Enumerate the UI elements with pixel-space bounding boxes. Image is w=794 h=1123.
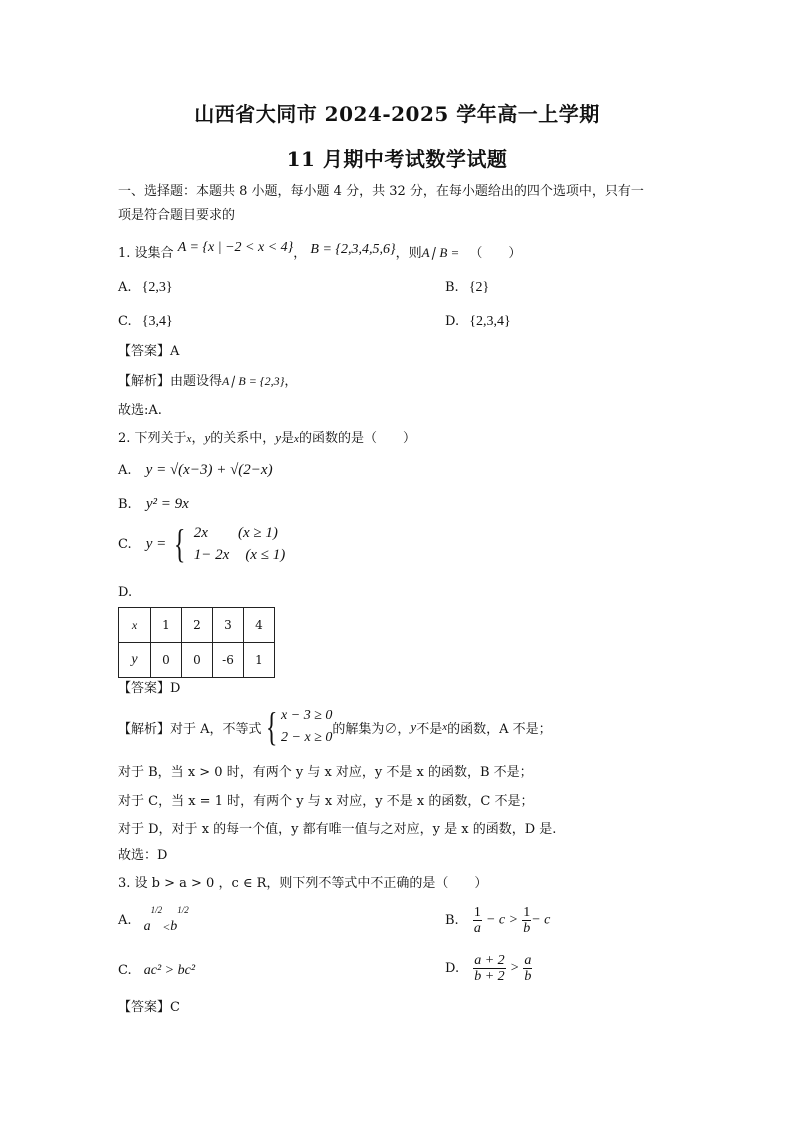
- option-value: {2,3,4}: [469, 314, 511, 329]
- q2-stem-mid2: 是: [281, 431, 295, 446]
- analysis-text: 由题设得: [170, 374, 223, 389]
- analysis-a4: 的函数，A 不是；: [447, 721, 552, 737]
- q2-option-d: D.: [118, 585, 133, 600]
- option-label: C.: [118, 536, 132, 552]
- inequality-1: x − 3 ≥ 0: [281, 708, 333, 723]
- exponent-a: 1/2: [150, 905, 163, 915]
- q2-answer: 【答案】D: [118, 681, 181, 696]
- table-row: [119, 608, 275, 643]
- option-label: D.: [445, 314, 460, 329]
- question-3-stem: 3. 设 b > a > 0 ，c ∈ R，则下列不等式中不正确的是（ ）: [118, 876, 488, 891]
- fraction: [473, 953, 505, 984]
- table-cell: 0: [182, 643, 213, 678]
- section-heading: 一、选择题：本题共 8 小题，每小题 4 分，共 32 分，在每小题给出的四个选项中，只有一: [118, 184, 644, 199]
- q3-option-a: [118, 905, 189, 935]
- fraction: [523, 953, 532, 984]
- table-cell: 4: [244, 608, 275, 643]
- q2-conclusion: 故选：D: [118, 848, 168, 863]
- q1-option-c: [118, 312, 173, 332]
- q1-answer: 【答案】A: [118, 344, 180, 359]
- analysis-a1: 对于 A，不等式: [170, 721, 262, 737]
- q2-x2: x: [294, 433, 299, 445]
- numerator: a: [524, 953, 532, 968]
- q2-stem-mid: 的关系中，: [210, 431, 276, 446]
- analysis-expr: A∣ B = {2,3}: [222, 374, 285, 388]
- q1-expr: A∣ B =: [421, 245, 460, 260]
- base-a: a: [143, 919, 151, 934]
- inequality-2: 2 − x ≥ 0: [281, 730, 333, 745]
- fraction: [522, 905, 531, 936]
- base-b: b: [170, 919, 178, 934]
- analysis-x: x: [442, 721, 448, 733]
- q1-option-a: [118, 278, 173, 298]
- numerator: 1: [523, 905, 531, 920]
- table-cell: x: [119, 608, 151, 643]
- q2-option-b: [118, 494, 189, 515]
- denominator: b + 2: [474, 969, 505, 984]
- option-label: C.: [118, 314, 132, 329]
- table-row: [119, 643, 275, 678]
- section-heading-cont: 项是符合题目要求的: [118, 208, 236, 223]
- q2-analysis-d: 对于 D，对于 x 的每一个值，y 都有唯一值与之对应，y 是 x 的函数，D 是.: [118, 822, 557, 837]
- table-cell: 0: [151, 643, 182, 678]
- q2-y2: y: [275, 430, 282, 445]
- analysis-label: 【解析】: [118, 374, 171, 389]
- option-label: B.: [445, 280, 459, 295]
- piecewise-y: y =: [145, 535, 167, 552]
- inequality-system: [281, 705, 332, 749]
- q3-option-c: [118, 961, 195, 981]
- table-cell: 1: [244, 643, 275, 678]
- option-label: D.: [445, 961, 460, 976]
- denominator: b: [523, 921, 531, 936]
- option-label: C.: [118, 963, 132, 978]
- question-1-stem: [118, 240, 522, 264]
- q2-stem-end: 的函数的是（ ）: [298, 431, 416, 446]
- left-brace-icon: {: [174, 521, 186, 566]
- exam-title-line1: 山西省大同市 2024-2025 学年高一上学期: [194, 102, 600, 126]
- q1-paren: （ ）: [469, 246, 522, 261]
- left-brace-icon: {: [265, 704, 278, 749]
- q1-then: ，则: [395, 246, 422, 261]
- table-cell: y: [119, 643, 151, 678]
- q1-set-a: A = {x | −2 < x < 4}: [177, 240, 294, 255]
- table-cell: -6: [213, 643, 244, 678]
- relation: <: [162, 919, 171, 934]
- exponent-b: 1/2: [177, 905, 189, 915]
- option-value: {2,3}: [141, 280, 173, 295]
- expr-mid: − c >: [485, 912, 519, 928]
- option-label: B.: [445, 913, 459, 928]
- numerator: 1: [473, 905, 481, 920]
- analysis-y: y: [410, 719, 417, 734]
- q1-option-b: [445, 278, 489, 298]
- q3-option-d: [445, 953, 532, 984]
- piece-2-cond: (x ≤ 1): [245, 547, 286, 563]
- option-value: y = √(x−3) + √(2−x): [145, 462, 273, 478]
- q1-option-d: [445, 312, 511, 332]
- q2-option-c: [118, 522, 285, 566]
- option-label: B.: [118, 497, 132, 512]
- denominator: a: [473, 921, 481, 936]
- q3-answer: 【答案】C: [118, 1000, 180, 1015]
- table-cell: 2: [182, 608, 213, 643]
- q1-conclusion: 故选:A.: [118, 403, 162, 418]
- question-2-stem: [118, 428, 416, 449]
- q2-y: y: [204, 430, 211, 445]
- q2-sep: ，: [191, 431, 205, 446]
- q2-x: x: [186, 433, 192, 445]
- analysis-label: 【解析】: [118, 721, 171, 737]
- q2-analysis-c: 对于 C，当 x = 1 时，有两个 y 与 x 对应，y 不是 x 的函数，C 不是；: [118, 794, 534, 809]
- option-label: A.: [118, 912, 132, 928]
- option-value: ac² > bc²: [143, 963, 196, 978]
- piece-1-expr: 2x: [193, 525, 208, 541]
- expr-end: − c: [531, 912, 551, 928]
- q1-prefix: 1. 设集合: [118, 246, 174, 261]
- q1-set-b: B = {2,3,4,5,6}: [310, 242, 396, 257]
- option-value: {2}: [468, 280, 490, 295]
- q2-option-a: [118, 460, 273, 481]
- table-cell: 1: [151, 608, 182, 643]
- table-cell: 3: [213, 608, 244, 643]
- q2-analysis-b: 对于 B，当 x > 0 时，有两个 y 与 x 对应，y 不是 x 的函数，B 不是；: [118, 765, 533, 780]
- denominator: b: [524, 969, 532, 984]
- q2-table: [118, 607, 275, 678]
- piecewise-system: [194, 522, 285, 566]
- option-value: y² = 9x: [145, 496, 189, 512]
- fraction: [473, 905, 482, 936]
- q2-stem-start: 2. 下列关于: [118, 431, 187, 446]
- option-label: A.: [118, 280, 132, 295]
- xy-table: [118, 607, 275, 678]
- numerator: a + 2: [474, 953, 505, 968]
- q3-option-b: [445, 905, 550, 936]
- q1-comma: ，: [293, 246, 307, 261]
- analysis-end: ，: [284, 374, 298, 389]
- exam-title-line2: 11 月期中考试数学试题: [286, 147, 508, 171]
- piece-1-cond: (x ≥ 1): [237, 525, 278, 541]
- analysis-a3: 不是: [416, 721, 443, 737]
- q1-analysis: [118, 371, 297, 392]
- option-label: A.: [118, 463, 132, 478]
- option-value: {3,4}: [141, 314, 173, 329]
- analysis-a2: 的解集为∅，: [332, 721, 411, 737]
- piece-2-expr: 1− 2x: [193, 547, 230, 563]
- relation: >: [509, 960, 520, 976]
- q2-analysis: [118, 705, 552, 749]
